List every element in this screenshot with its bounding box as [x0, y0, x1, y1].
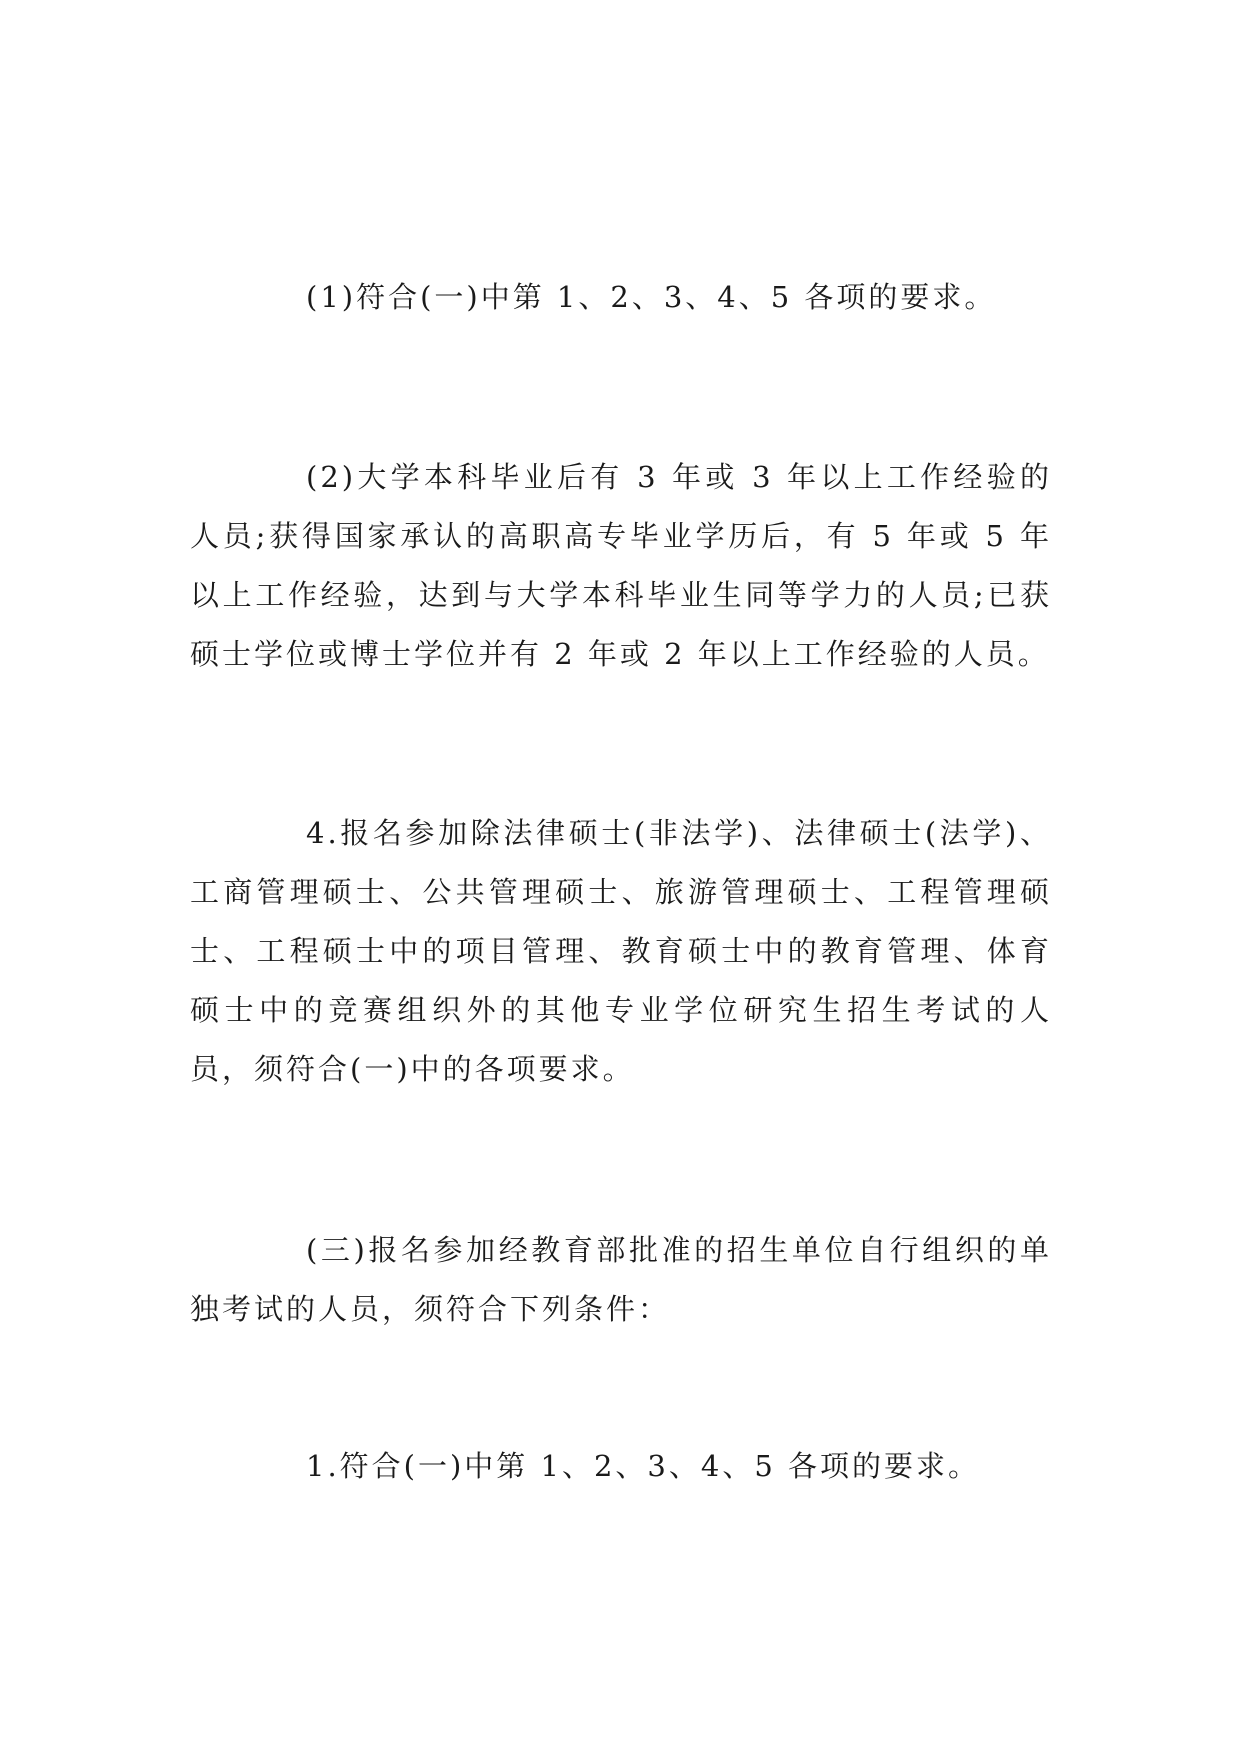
paragraph-item-1: 1.符合(一)中第 1、2、3、4、5 各项的要求。 — [306, 1449, 980, 1483]
paragraph-condition-2: (2)大学本科毕业后有 3 年或 3 年以上工作经验的人员;获得国家承认的高职高专毕业学历后，有 5 年或 5 年以上工作经验，达到与大学本科毕业生同等学力的人员;已获硕士学位或博士学位并有 2 年或 2 年以上工作经验的人员。 — [190, 460, 1052, 671]
paragraph-condition-1: (1)符合(一)中第 1、2、3、4、5 各项的要求。 — [306, 280, 997, 314]
paragraph-section-3: (三)报名参加经教育部批准的招生单位自行组织的单独考试的人员，须符合下列条件： — [190, 1233, 1052, 1326]
paragraph-item-4: 4.报名参加除法律硕士(非法学)、法律硕士(法学)、工商管理硕士、公共管理硕士、旅游管理硕士、工程管理硕士、工程硕士中的项目管理、教育硕士中的教育管理、体育硕士中的竞赛组织外的其他专业学位研究生招生考试的人员，须符合(一)中的各项要求。 — [190, 816, 1052, 1086]
